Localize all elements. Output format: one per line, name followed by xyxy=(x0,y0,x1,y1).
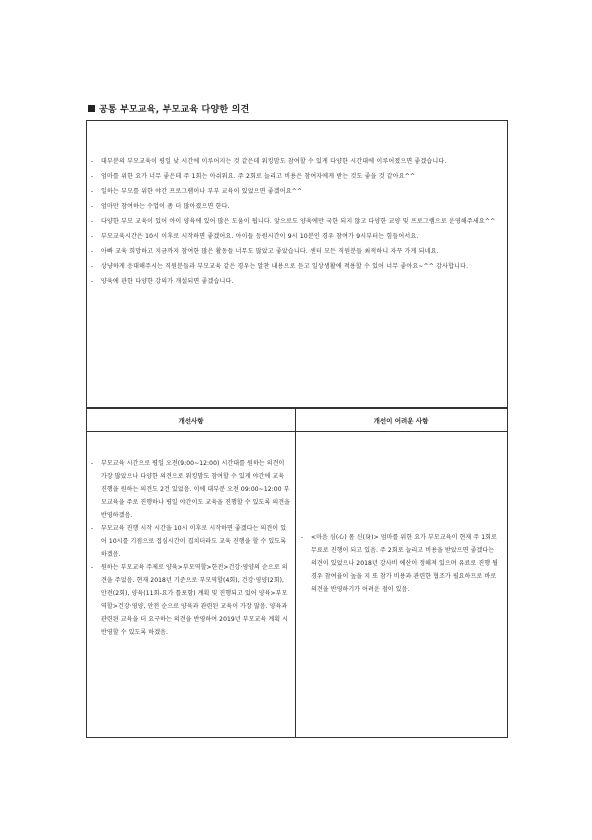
improvement-item-text: 부모교육 시간으로 평일 오전(9:00~12:00) 시간대를 원하는 의견이 가장 많았으나 다양한 의견으로 워킹맘도 참여할 수 있게 야간에 교육 진행을 원하는 의견도 2건 있었음. 이에 대부분 오전 09:00~12:00 부모교육을 주로 진행하나 평일 야간이도 교육을 진행할 수 있도록 의견을 반영하겠음. xyxy=(101,460,291,519)
difficult-list xyxy=(301,531,501,596)
bullet-dash: - xyxy=(91,248,94,255)
improvements-header: 개선사항 xyxy=(178,416,204,425)
bullet-dash: - xyxy=(91,188,94,195)
bullet-dash: - xyxy=(91,173,94,180)
bullet-dash: - xyxy=(91,233,94,240)
opinion-item xyxy=(91,215,503,228)
opinion-item xyxy=(91,185,503,198)
difficult-header: 개선이 어려운 사항 xyxy=(373,416,429,425)
opinion-item-text: 다양한 부모 교육이 있어 아이 양육에 있어 많은 도움이 됩니다. 앞으로도 양육에만 국한 되지 않고 다양한 교양 및 프로그램으로 운영해주세요^^ xyxy=(101,218,496,225)
bullet-dash: - xyxy=(91,263,94,270)
bullet-dash: - xyxy=(91,203,94,210)
opinions-list xyxy=(91,155,503,290)
square-bullet-icon xyxy=(88,105,95,112)
bullet-dash: - xyxy=(91,158,94,165)
opinion-item xyxy=(91,260,503,273)
opinions-box xyxy=(86,120,508,408)
opinion-item xyxy=(91,170,503,183)
opinion-item-text: 양육에 관한 다양한 강의가 개설되면 좋겠습니다. xyxy=(101,278,234,285)
bullet-dash: - xyxy=(91,460,94,467)
difficult-item xyxy=(301,531,501,596)
bullet-dash: - xyxy=(301,534,304,541)
opinion-item xyxy=(91,245,503,258)
opinion-item-text: 엄마를 위한 요가 너무 좋은데 주 1회는 아쉬워요. 주 2회로 늘리고 비용은 참여자에게 받는 것도 좋을 것 같아요^^ xyxy=(101,173,416,180)
bullet-dash: - xyxy=(91,525,94,532)
opinion-item-text: 상냥하게 응대해주시는 직원분들과 부모교육 같은 경우는 알찬 내용으로 듣고 일상생활에 적용할 수 있어 너무 좋아요~^^ 감사합니다. xyxy=(101,263,469,270)
page-title xyxy=(88,102,249,115)
improvement-item xyxy=(91,522,291,561)
opinion-item-text: 일하는 부모를 위한 야간 프로그램이나 부부 교육이 있었으면 좋겠어요^^ xyxy=(101,188,303,195)
bullet-dash: - xyxy=(91,564,94,571)
improvements-list xyxy=(91,457,291,639)
opinion-item xyxy=(91,200,503,213)
opinion-item-text: 부모교육시간은 10시 이후로 시작하면 좋겠어요. 아이들 등원시간이 9시 10분인 경우 참여가 9시부터는 힘들어서요. xyxy=(101,233,419,240)
page-title-text: 공통 부모교육, 부모교육 다양한 의견 xyxy=(99,105,250,115)
bullet-dash: - xyxy=(91,218,94,225)
review-table xyxy=(86,408,508,738)
opinion-item-text: 엄마만 참여하는 수업이 좀 더 많아졌으면 한다. xyxy=(101,203,230,210)
header-divider xyxy=(87,431,507,432)
opinion-item xyxy=(91,275,503,288)
improvement-item-text: 원하는 부모교육 주제로 양육>부모역할>한전>건강·영양의 순으로 의견을 주었음. 현재 2018년 기준으로 부모역할(4회), 건강·영양(2회), 안전(2회), 양육(11회-요가 틀포함) 계획 및 진행되고 있어 양육>부모역할>건강·영양, 안전 순으로 양육과 관련된 교육이 가장 많음. 양육과 관련된 교육을 더 요구하는 의견을 반영하여 2019년 부모교육 계획 시 반영할 수 있도록 하겠음. xyxy=(101,564,289,636)
improvement-item xyxy=(91,457,291,522)
bullet-dash: - xyxy=(91,278,94,285)
improvement-item xyxy=(91,561,291,639)
improvement-item-text: 부모교육 진행 시작 시간을 10시 이후로 시작하면 좋겠다는 의견이 있어 10시를 기점으로 접심시간이 겹치더라도 교육 진행을 할 수 있도록 하겠음. xyxy=(101,525,287,558)
difficult-item-text: <마음 심(心) 몸 신(身)> 엄마를 위한 요가 부모교육이 현재 주 1회로 무료로 진행이 되고 있음. 주 2회로 늘리고 비용을 받았으면 좋겠다는 의견이 있었으나 2018년 강사비 예산이 정해져 있으며 유료로 진행 될 경우 참여율이 높을 지 또 참가 비용과 관련한 협조가 필요하므로 바로 의견을 반영하기가 어려운 점이 있음. xyxy=(311,534,499,593)
opinion-item xyxy=(91,230,503,243)
column-divider xyxy=(295,409,296,737)
opinion-item-text: 아빠 교육 희망하고 지금까지 참여한 많은 활동들 너무도 많았고 좋았습니다. 센터 모든 직원분들 최적하니 자꾸 가게 되네요. xyxy=(101,248,439,255)
opinion-item xyxy=(91,155,503,168)
opinion-item-text: 대부분의 부모교육이 평일 낮 시간에 이루어지는 것 같은데 워킹맘도 참여할 수 있게 다양한 시간대에 이루어졌으면 좋겠습니다. xyxy=(101,158,447,165)
